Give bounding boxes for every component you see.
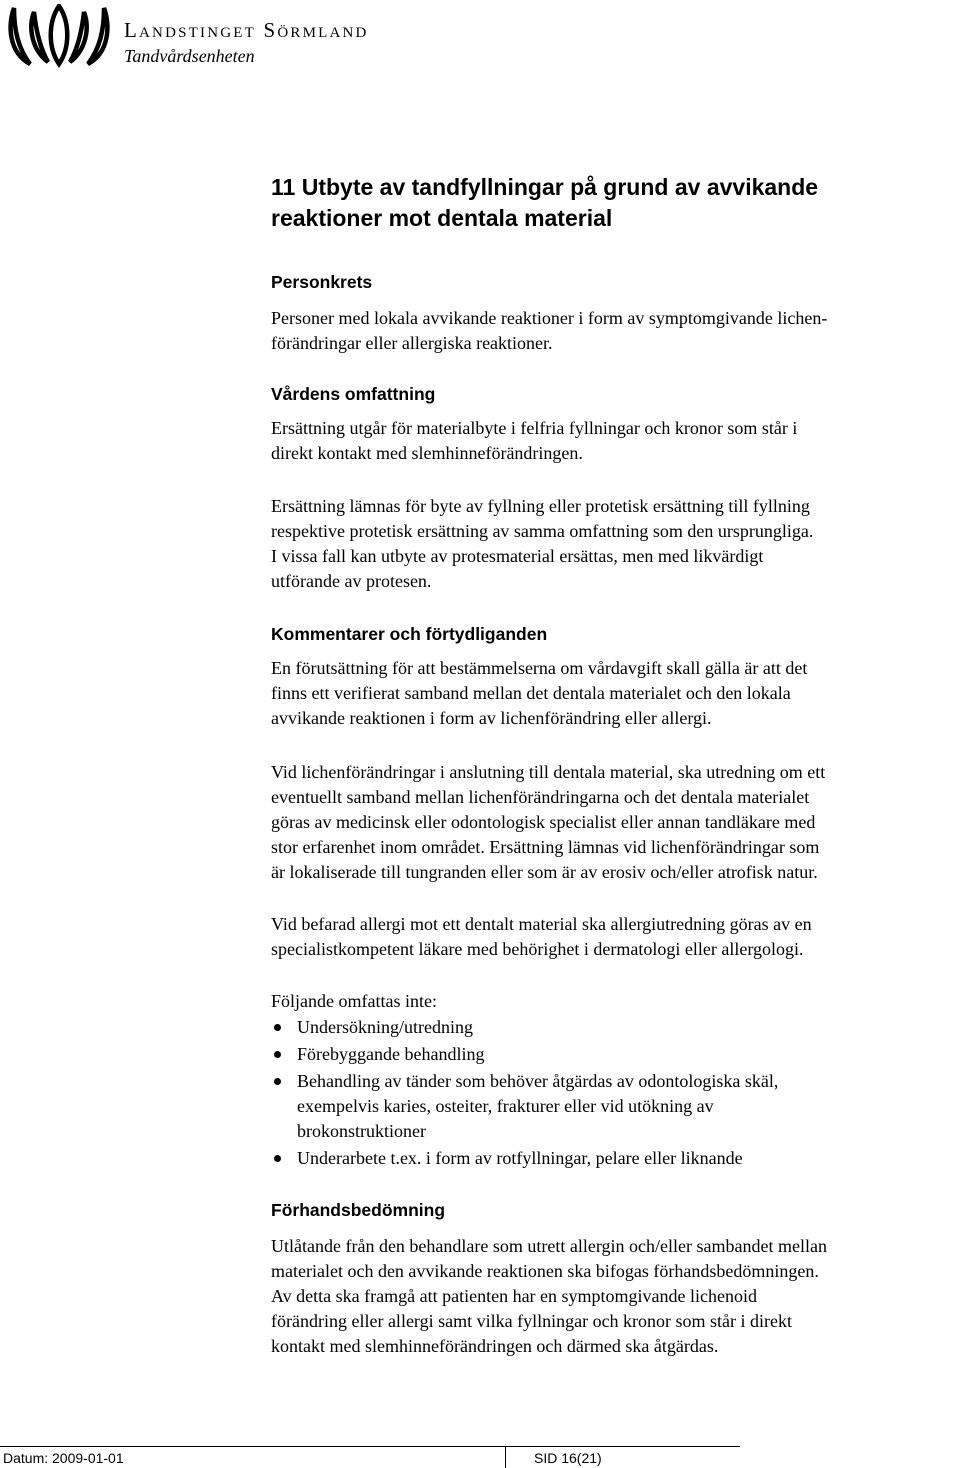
text-line: materialet och den avvikande reaktionen ska bifogas förhandsbedömningen.	[271, 1261, 819, 1281]
landstinget-logo-icon	[4, 4, 114, 68]
bullet-icon	[274, 1051, 281, 1058]
text-line: utförande av protesen.	[271, 571, 432, 591]
text-line: En förutsättning för att bestämmelserna om vårdavgift skall gälla är att det	[271, 658, 808, 678]
section-kommentarer	[271, 622, 547, 646]
section-vardens-omfattning	[271, 382, 435, 406]
text-line: specialistkompetent läkare med behörighet i dermatologi eller allergologi.	[271, 939, 804, 959]
bullet-icon	[274, 1078, 281, 1085]
text-line: Ersättning utgår för materialbyte i felfria fyllningar och kronor som står i	[271, 418, 798, 438]
forhand-paragraph	[271, 1234, 827, 1359]
text-line: avvikande reaktionen i form av lichenförändring eller allergi.	[271, 708, 712, 728]
text-line: respektive protetisk ersättning av samma omfattning som den ursprungliga.	[271, 521, 814, 541]
kommentarer-paragraph-3	[271, 912, 812, 962]
kommentarer-paragraph-1	[271, 656, 807, 731]
text-line: eventuellt samband mellan lichenförändringarna och det dentala materialet	[271, 787, 810, 807]
title-line: 11 Utbyte av tandfyllningar på grund av avvikande	[271, 174, 819, 200]
footer-date: Datum: 2009-01-01	[3, 1450, 124, 1466]
document-title	[271, 172, 818, 234]
text-line: direkt kontakt med slemhinneförändringen.	[271, 443, 583, 463]
section-forhandsbedomning	[271, 1198, 445, 1222]
text-line: förändring eller allergi samt vilka fyllningar och kronor som står i direkt	[271, 1311, 793, 1331]
section-heading: Förhandsbedömning	[271, 1200, 446, 1220]
text-line: stor erfarenhet inom området. Ersättning lämnas vid lichenförändringar som	[271, 837, 820, 857]
section-heading: Vårdens omfattning	[271, 384, 436, 404]
bullet-icon	[274, 1155, 281, 1162]
text-line: Utlåtande från den behandlare som utrett allergin och/eller sambandet mellan	[271, 1236, 827, 1256]
list-item	[271, 1146, 778, 1171]
list-item-text: brokonstruktioner	[297, 1121, 426, 1141]
title-line: reaktioner mot dentala material	[271, 205, 613, 231]
text-line: I vissa fall kan utbyte av protesmaterial ersättas, men med likvärdigt	[271, 546, 764, 566]
section-personkrets	[271, 270, 372, 294]
exclusions-list	[271, 1015, 778, 1171]
list-item	[271, 1015, 778, 1040]
kommentarer-paragraph-2	[271, 760, 825, 885]
text-line: Personer med lokala avvikande reaktioner i form av symptomgivande lichen-	[271, 308, 828, 328]
text-line: Av detta ska framgå att patienten har en symptomgivande lichenoid	[271, 1286, 758, 1306]
footer-divider	[0, 1446, 740, 1447]
list-item	[271, 1069, 778, 1144]
org-unit: Tandvårdsenheten	[124, 46, 255, 66]
text-line: Ersättning lämnas för byte av fyllning eller protetisk ersättning till fyllning	[271, 496, 810, 516]
list-item-text: Undersökning/utredning	[297, 1017, 473, 1037]
org-name: Landstinget Sörmland	[124, 18, 369, 42]
list-item-text: exempelvis karies, osteiter, frakturer eller vid utökning av	[297, 1096, 714, 1116]
footer-page-number: SID 16(21)	[534, 1450, 602, 1466]
text-line: kontakt med slemhinneförändringen och därmed ska åtgärdas.	[271, 1336, 719, 1356]
list-item-text: Behandling av tänder som behöver åtgärdas av odontologiska skäl,	[297, 1071, 779, 1091]
footer-separator	[505, 1446, 506, 1468]
text-line: Vid befarad allergi mot ett dentalt material ska allergiutredning göras av en	[271, 914, 812, 934]
text-line: finns ett verifierat samband mellan det dentala materialet och den lokala	[271, 683, 791, 703]
exclusions-intro	[271, 989, 437, 1014]
vardens-paragraph-2	[271, 494, 813, 594]
text-line: göras av medicinsk eller odontologisk specialist eller annan tandläkare med	[271, 812, 816, 832]
personkrets-paragraph	[271, 306, 827, 356]
bullet-icon	[274, 1024, 281, 1031]
list-intro: Följande omfattas inte:	[271, 991, 437, 1011]
section-heading: Kommentarer och förtydliganden	[271, 624, 548, 644]
text-line: Vid lichenförändringar i anslutning till dentala material, ska utredning om ett	[271, 762, 826, 782]
text-line: är lokaliserade till tungranden eller som är av erosiv och/eller atrofisk natur.	[271, 862, 818, 882]
page-footer	[0, 1446, 960, 1468]
section-heading: Personkrets	[271, 272, 373, 292]
list-item	[271, 1042, 778, 1067]
text-line: förändringar eller allergiska reaktioner.	[271, 333, 553, 353]
list-item-text: Underarbete t.ex. i form av rotfyllningar, pelare eller liknande	[297, 1148, 743, 1168]
vardens-paragraph-1	[271, 416, 797, 466]
list-item-text: Förebyggande behandling	[297, 1044, 485, 1064]
